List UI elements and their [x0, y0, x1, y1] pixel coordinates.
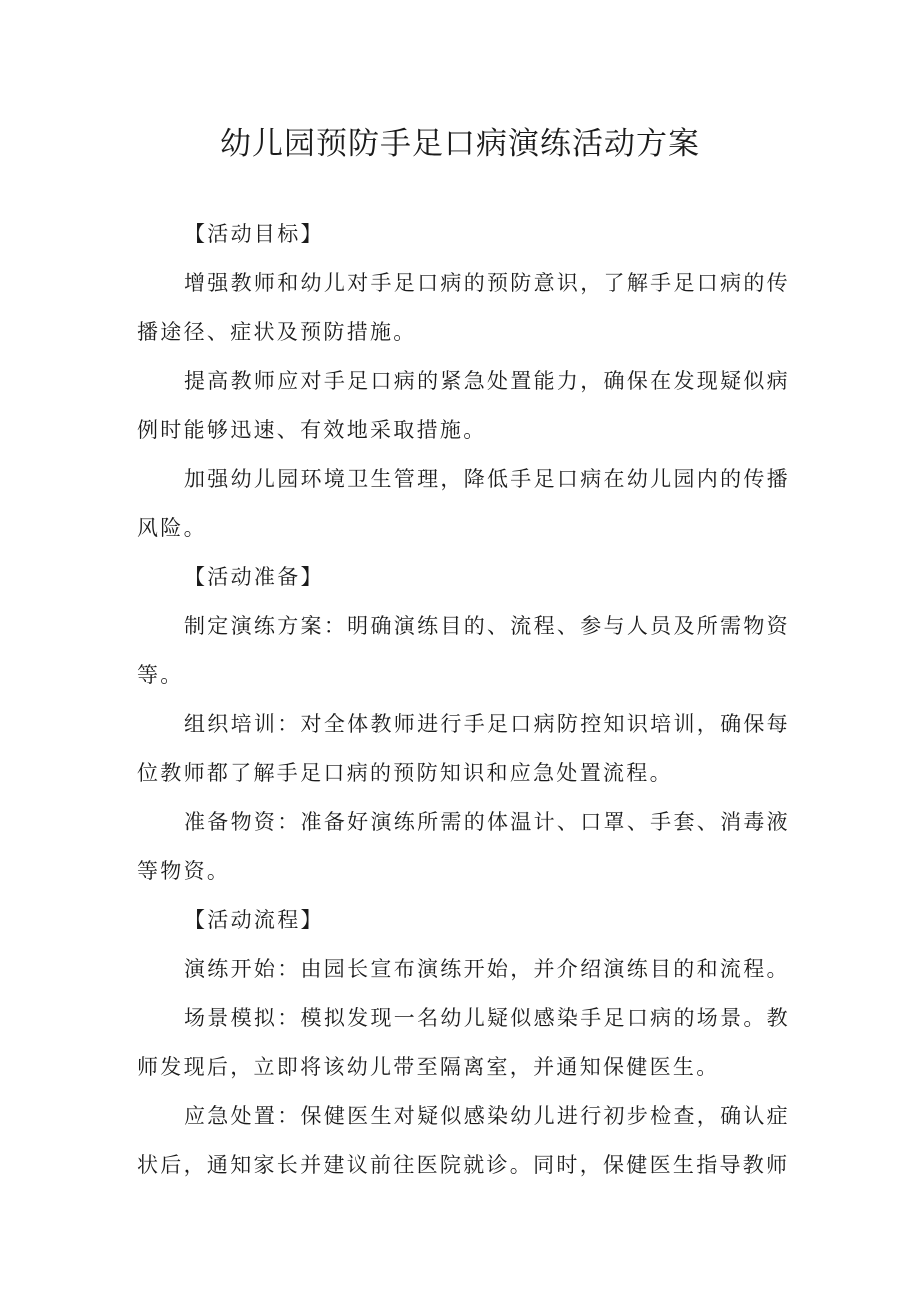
- section-heading: 【活动流程】: [184, 908, 324, 932]
- document-title: 幼儿园预防手足口病演练活动方案: [220, 126, 700, 162]
- paragraph: 制定演练方案：明确演练目的、流程、参与人员及所需物资等。: [137, 614, 790, 687]
- paragraph: 组织培训：对全体教师进行手足口病防控知识培训，确保每位教师都了解手足口病的预防知识和应急处置流程。: [137, 712, 790, 785]
- paragraph: 加强幼儿园环境卫生管理，降低手足口病在幼儿园内的传播风险。: [137, 467, 790, 540]
- paragraph: 增强教师和幼儿对手足口病的预防意识，了解手足口病的传播途径、症状及预防措施。: [137, 271, 790, 344]
- document-body: [137, 210, 790, 1190]
- paragraph: 场景模拟：模拟发现一名幼儿疑似感染手足口病的场景。教师发现后，立即将该幼儿带至隔离室，并通知保健医生。: [137, 1006, 790, 1079]
- paragraph: 应急处置：保健医生对疑似感染幼儿进行初步检查，确认症状后，通知家长并建议前往医院就诊。同时，保健医生指导教师: [137, 1104, 790, 1177]
- section-heading: 【活动目标】: [184, 222, 324, 246]
- section-activity-preparation: [137, 553, 790, 896]
- paragraph: 准备物资：准备好演练所需的体温计、口罩、手套、消毒液等物资。: [137, 810, 790, 883]
- paragraph: 提高教师应对手足口病的紧急处置能力，确保在发现疑似病例时能够迅速、有效地采取措施。: [137, 369, 790, 442]
- section-heading: 【活动准备】: [184, 565, 324, 589]
- section-activity-process: [137, 896, 790, 1190]
- section-activity-goals: [137, 210, 790, 553]
- paragraph: 演练开始：由园长宣布演练开始，并介绍演练目的和流程。: [184, 957, 790, 981]
